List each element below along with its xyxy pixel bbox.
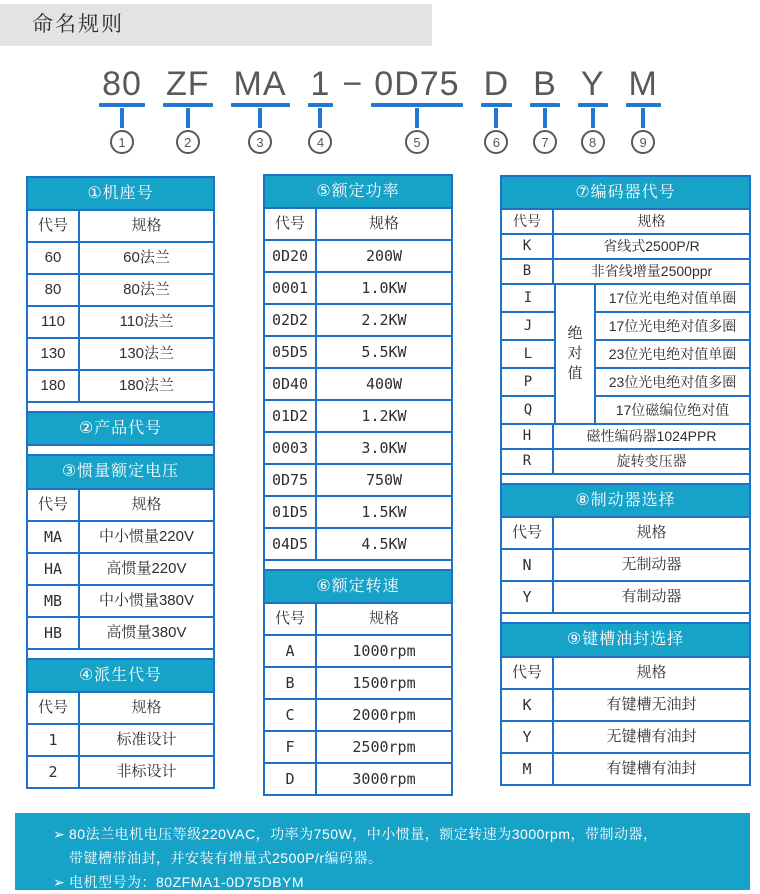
spec-cell: 3.0KW — [361, 439, 407, 458]
table-row — [265, 668, 451, 700]
section-header-inertia-voltage: ③惯量额定电压 — [28, 456, 213, 489]
code-cell: A — [265, 636, 317, 666]
table-row — [28, 725, 213, 757]
table-header-row — [28, 211, 213, 243]
code-cell: D — [265, 764, 317, 794]
spec-cell: 130法兰 — [118, 345, 175, 363]
col-header-spec: 规格 — [636, 663, 667, 681]
code-cell: H — [502, 425, 554, 448]
spec-cell: 80法兰 — [123, 281, 170, 299]
spec-cell: 23位光电绝对值多圈 — [596, 369, 749, 397]
table-row — [502, 582, 749, 614]
marker-circle — [308, 130, 332, 154]
code-text: MA — [233, 65, 287, 103]
spec-cell: 17位光电绝对值单圈 — [596, 285, 749, 313]
code-segment-brake — [578, 66, 608, 154]
code-cell: B — [265, 668, 317, 698]
col-header-spec: 规格 — [636, 524, 667, 542]
code-cell: 80 — [28, 275, 80, 305]
connector-line — [641, 108, 645, 128]
table-header-row — [502, 518, 749, 550]
table-row — [502, 550, 749, 582]
connector-line — [415, 108, 419, 128]
middle-column-tables — [263, 174, 453, 796]
connector-line — [543, 108, 547, 128]
group-spec-column — [596, 285, 749, 423]
spec-cell: 磁性编码器1024PPR — [586, 428, 717, 445]
spec-cell: 1.0KW — [361, 279, 407, 298]
table-header-row — [28, 490, 213, 522]
table-row — [28, 757, 213, 787]
spec-cell: 200W — [365, 247, 403, 266]
table-row — [265, 433, 451, 465]
code-segment-inertia-voltage — [231, 66, 290, 154]
table-row — [265, 636, 451, 668]
code-text: 80 — [102, 65, 142, 103]
section-header-encoder-code: ⑦编码器代号 — [502, 177, 749, 210]
code-cell: Y — [502, 722, 554, 752]
section-header-keyway-oilseal: ⑨键槽油封选择 — [502, 624, 749, 657]
code-segment-power — [371, 66, 462, 154]
table-row — [28, 339, 213, 371]
code-cell: 01D5 — [265, 497, 317, 527]
spec-cell: 1.5KW — [361, 503, 407, 522]
code-segment-keyway — [626, 66, 661, 154]
table-row — [28, 243, 213, 275]
spec-cell: 高惯量220V — [106, 559, 187, 577]
code-cell: 1 — [28, 725, 80, 755]
table-row — [265, 497, 451, 529]
marker-circle — [405, 130, 429, 154]
table-row — [502, 260, 749, 285]
spec-cell: 5.5KW — [361, 343, 407, 362]
code-cell: 2 — [28, 757, 80, 787]
code-cell: C — [265, 700, 317, 730]
table-row — [502, 450, 749, 475]
spec-cell: 23位光电绝对值单圈 — [596, 341, 749, 369]
underline — [530, 103, 560, 107]
spec-cell: 无制动器 — [621, 556, 682, 574]
code-text: B — [533, 65, 557, 103]
code-text: D — [483, 65, 510, 103]
absolute-value-label: 绝对值 — [567, 324, 583, 383]
code-segment-product — [163, 66, 213, 154]
code-cell: 0D75 — [265, 465, 317, 495]
note-text: 带键槽带油封，并安装有增量式2500P/r编码器。 — [69, 850, 383, 866]
table-row — [265, 732, 451, 764]
arrow-bullet-icon: ➢ — [53, 826, 66, 842]
spec-cell: 17位磁编位绝对值 — [615, 401, 730, 418]
code-cell: 0001 — [265, 273, 317, 303]
section-header-rated-speed: ⑥额定转速 — [265, 571, 451, 604]
code-cell: I — [502, 285, 554, 313]
underline — [231, 103, 290, 107]
note-line — [53, 870, 734, 894]
code-cell: 05D5 — [265, 337, 317, 367]
table-row — [28, 586, 213, 618]
code-cell: N — [502, 550, 554, 580]
col-header-spec: 规格 — [368, 610, 399, 628]
table-row — [265, 337, 451, 369]
underline — [626, 103, 661, 107]
col-header-code: 代号 — [28, 490, 80, 520]
table-row — [265, 273, 451, 305]
code-cell: K — [502, 235, 554, 258]
code-cell: 01D2 — [265, 401, 317, 431]
spec-cell: 750W — [365, 471, 403, 490]
code-cell: 0003 — [265, 433, 317, 463]
table-row — [502, 425, 749, 450]
section-header-frame-size: ①机座号 — [28, 178, 213, 211]
page-title-bar — [0, 4, 432, 46]
marker-number: 3 — [256, 134, 264, 150]
marker-number: 5 — [413, 134, 421, 150]
code-cell: 60 — [28, 243, 80, 273]
table-row — [28, 307, 213, 339]
table-row — [502, 754, 749, 784]
table-header-row — [265, 604, 451, 636]
connector-line — [318, 108, 322, 128]
code-cell: L — [502, 341, 554, 369]
table-header-row — [28, 693, 213, 725]
spec-cell: 17位光电绝对值多圈 — [596, 313, 749, 341]
spec-cell: 非标设计 — [116, 762, 177, 780]
col-header-spec: 规格 — [637, 213, 666, 230]
code-cell: MA — [28, 522, 80, 552]
left-column-tables — [26, 176, 215, 789]
spec-cell: 有键槽有油封 — [606, 759, 697, 777]
spec-cell: 中小惯量380V — [98, 591, 195, 609]
spec-cell: 4.5KW — [361, 535, 407, 554]
spec-cell: 无键槽有油封 — [606, 727, 697, 745]
page-title: 命名规则 — [32, 13, 124, 37]
connector-line — [258, 108, 262, 128]
marker-number: 2 — [184, 134, 192, 150]
code-text: Y — [580, 65, 605, 103]
section-header-brake-option: ⑧制动器选择 — [502, 485, 749, 518]
spec-cell: 2500rpm — [352, 738, 416, 757]
code-cell: J — [502, 313, 554, 341]
section-spacer — [265, 561, 451, 571]
table-row — [265, 369, 451, 401]
marker-number: 7 — [541, 134, 549, 150]
col-header-code: 代号 — [502, 658, 554, 688]
spec-cell: 中小惯量220V — [98, 527, 195, 545]
absolute-encoder-group — [502, 285, 749, 425]
code-cell: R — [502, 450, 554, 473]
spec-cell: 1500rpm — [352, 674, 416, 693]
section-spacer — [28, 650, 213, 660]
spec-cell: 3000rpm — [352, 770, 416, 789]
spec-cell: 旋转变压器 — [616, 453, 687, 470]
code-cell: MB — [28, 586, 80, 616]
code-cell: HA — [28, 554, 80, 584]
section-spacer — [28, 403, 213, 413]
table-row — [265, 465, 451, 497]
table-header-row — [502, 210, 749, 235]
table-header-row — [265, 209, 451, 241]
underline — [163, 103, 213, 107]
code-cell: 04D5 — [265, 529, 317, 559]
note-text: 电机型号为：80ZFMA1-0D75DBYM — [69, 874, 305, 890]
table-row — [28, 371, 213, 403]
code-segment-speed — [481, 66, 513, 154]
spec-cell: 标准设计 — [116, 730, 177, 748]
spec-cell: 110法兰 — [119, 313, 174, 331]
code-cell: 180 — [28, 371, 80, 401]
code-cell: 110 — [28, 307, 80, 337]
marker-circle — [533, 130, 557, 154]
code-separator: − — [342, 65, 363, 103]
col-header-code: 代号 — [265, 604, 317, 634]
marker-circle — [484, 130, 508, 154]
section-header-rated-power: ⑤额定功率 — [265, 176, 451, 209]
section-spacer — [502, 475, 749, 485]
section-header-product-code: ②产品代号 — [28, 413, 213, 446]
marker-number: 6 — [492, 134, 500, 150]
code-segment-frame-size — [99, 66, 145, 154]
code-text: M — [628, 65, 658, 103]
table-row — [265, 700, 451, 732]
model-code-diagram — [0, 66, 760, 154]
underline — [371, 103, 462, 107]
code-cell: B — [502, 260, 554, 283]
spec-cell: 180法兰 — [118, 377, 175, 395]
col-header-spec: 规格 — [131, 698, 162, 716]
table-row — [265, 241, 451, 273]
code-cell: F — [265, 732, 317, 762]
marker-number: 4 — [316, 134, 325, 150]
code-cell: Q — [523, 401, 533, 418]
col-header-spec: 规格 — [368, 215, 399, 233]
spec-cell: 1.2KW — [361, 407, 407, 426]
note-line — [53, 822, 734, 846]
spec-cell: 省线式2500P/R — [603, 238, 700, 255]
table-row — [502, 235, 749, 260]
table-row — [502, 722, 749, 754]
spec-cell: 2.2KW — [361, 311, 407, 330]
table-row — [502, 690, 749, 722]
table-header-row — [502, 658, 749, 690]
marker-number: 9 — [639, 134, 647, 150]
right-column-tables — [500, 175, 751, 786]
code-cell: Y — [502, 582, 554, 612]
col-header-code: 代号 — [28, 211, 80, 241]
col-header-code: 代号 — [28, 693, 80, 723]
section-header-derivative-code: ④派生代号 — [28, 660, 213, 693]
code-cell: P — [502, 369, 554, 397]
table-row — [265, 764, 451, 794]
connector-line — [494, 108, 498, 128]
code-segment-encoder — [530, 66, 560, 154]
spec-cell: 非省线增量2500ppr — [590, 263, 713, 280]
spec-cell: 400W — [365, 375, 403, 394]
table-row — [265, 529, 451, 561]
connector-line — [120, 108, 124, 128]
marker-circle — [110, 130, 134, 154]
section-spacer — [28, 446, 213, 456]
note-line — [53, 846, 734, 870]
underline — [578, 103, 608, 107]
table-row — [28, 522, 213, 554]
spec-cell: 有制动器 — [621, 588, 682, 606]
col-header-spec: 规格 — [131, 495, 162, 513]
marker-circle — [248, 130, 272, 154]
code-cell: 02D2 — [265, 305, 317, 335]
connector-line — [186, 108, 190, 128]
group-code-column — [502, 285, 556, 423]
col-header-spec: 规格 — [131, 217, 162, 235]
spec-cell: 2000rpm — [352, 706, 416, 725]
code-cell: 130 — [28, 339, 80, 369]
marker-circle — [581, 130, 605, 154]
example-note-box — [15, 813, 750, 890]
marker-number: 8 — [589, 134, 597, 150]
table-row — [265, 401, 451, 433]
code-cell: 0D20 — [265, 241, 317, 271]
spec-cell: 有键槽无油封 — [606, 695, 697, 713]
section-spacer — [502, 614, 749, 624]
col-header-code: 代号 — [265, 209, 317, 239]
table-row — [28, 275, 213, 307]
arrow-bullet-icon: ➢ — [53, 874, 66, 890]
code-cell: HB — [28, 618, 80, 648]
underline — [308, 103, 334, 107]
spec-cell: 1000rpm — [352, 642, 416, 661]
underline — [481, 103, 513, 107]
code-segment-derivative — [308, 66, 334, 154]
code-cell: M — [502, 754, 554, 784]
table-row — [265, 305, 451, 337]
merged-absolute-value-cell — [556, 285, 596, 423]
col-header-code: 代号 — [502, 518, 554, 548]
col-header-code: 代号 — [502, 210, 554, 233]
spec-cell: 60法兰 — [123, 249, 170, 267]
note-text: 80法兰电机电压等级220VAC，功率为750W，中小惯量，额定转速为3000rpm，带制动器， — [69, 826, 658, 842]
code-text: ZF — [165, 65, 210, 103]
connector-line — [591, 108, 595, 128]
code-cell: K — [502, 690, 554, 720]
underline — [99, 103, 145, 107]
code-cell: 0D40 — [265, 369, 317, 399]
code-text: 1 — [310, 65, 331, 103]
marker-circle — [631, 130, 655, 154]
table-row — [28, 618, 213, 650]
marker-circle — [176, 130, 200, 154]
spec-cell: 高惯量380V — [106, 623, 187, 641]
marker-number: 1 — [118, 134, 126, 150]
table-row — [28, 554, 213, 586]
code-text: 0D75 — [374, 65, 460, 103]
